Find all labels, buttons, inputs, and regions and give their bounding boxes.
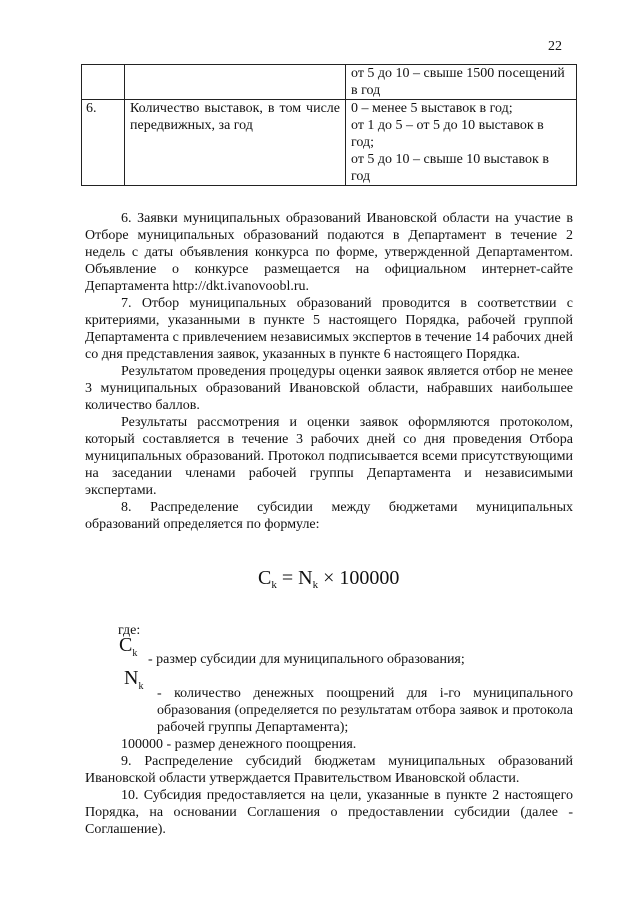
formula-n-sub: k: [312, 579, 319, 591]
formula-c-sub: k: [271, 579, 277, 591]
formula-times: ×: [318, 567, 340, 589]
body-text: [85, 210, 573, 533]
paragraph-10: 10. Субсидия предоставляется на цели, указанные в пункте 2 настоящего Порядка, на основании Соглашения о предоставлении субсидии (далее - Соглашение).: [85, 788, 573, 837]
where-label: где:: [118, 623, 141, 638]
value-line: от 5 до 10 – свыше 10 выставок в: [351, 152, 549, 167]
nk-definition: - количество денежных поощрений для i-го муниципального образования (определяется по результатам отбора заявок и протокола рабочей группы Департамента);: [157, 686, 573, 735]
paragraph-result: Результатом проведения процедуры оценки заявок является отбор не менее 3 муниципальных образований Ивановской области, набравших наибольшее количество баллов.: [85, 364, 573, 413]
lower-text: [85, 685, 573, 838]
row-number-cell: [82, 65, 125, 100]
criteria-table: [81, 64, 577, 186]
formula-n: N: [298, 567, 313, 589]
paragraph-6: 6. Заявки муниципальных образований Ивановской области на участие в Отборе муниципальных образований подаются в Департамент в течение 2 недель с даты объявления конкурса по форме, утвержденной Департаментом. Объявление о конкурсе размещается на официальном интернет-сайте Департамента http://dkt.ivanovoobl.ru.: [85, 211, 573, 294]
value-cell: [346, 65, 577, 100]
table-row: [82, 65, 577, 100]
value-line: в год: [351, 83, 381, 98]
formula-eq: =: [276, 567, 299, 589]
formula-c: C: [258, 567, 272, 589]
paragraph-9: 9. Распределение субсидий бюджетам муниципальных образований Ивановской области утверждается Правительством Ивановской области.: [85, 754, 573, 786]
ck-subscript: k: [132, 648, 138, 659]
ck-symbol: [119, 634, 138, 662]
paragraph-7: 7. Отбор муниципальных образований проводится в соответствии с критериями, указанными в пункте 5 настоящего Порядка, рабочей группой Департамента с привлечением независимых экспертов в течение 14 рабочих дней со дня представления заявок, указанных в пункте 6 настоящего Порядка.: [85, 296, 573, 362]
value-line: год: [351, 169, 371, 184]
amount-definition: 100000 - размер денежного поощрения.: [121, 737, 357, 752]
subsidy-formula: [258, 567, 400, 594]
value-line: 0 – менее 5 выставок в год;: [351, 101, 513, 116]
table-row: [82, 100, 577, 186]
paragraph-protocol: Результаты рассмотрения и оценки заявок оформляются протоколом, который составляется в течение 3 рабочих дней со дня проведения Отбора муниципальных образований. Протокол подписывается всеми присутствующими на заседании членами рабочей группы Департамента и независимыми экспертами.: [85, 415, 573, 498]
row-number-cell: 6.: [82, 100, 125, 186]
value-line: от 1 до 5 – от 5 до 10 выставок в: [351, 118, 544, 133]
criterion-cell: [125, 65, 346, 100]
ck-definition: - размер субсидии для муниципального образования;: [148, 652, 465, 667]
ck-letter: C: [119, 634, 133, 656]
value-line: год;: [351, 135, 375, 150]
criterion-cell: Количество выставок, в том числе передвижных, за год: [125, 100, 346, 186]
nk-letter: N: [124, 667, 139, 689]
nk-subscript: k: [138, 681, 144, 692]
formula-value: 100000: [339, 567, 400, 589]
page-number: 22: [548, 39, 562, 54]
value-line: от 5 до 10 – свыше 1500 посещений: [351, 66, 565, 81]
value-cell: [346, 100, 577, 186]
paragraph-8: 8. Распределение субсидии между бюджетами муниципальных образований определяется по формуле:: [85, 500, 573, 532]
